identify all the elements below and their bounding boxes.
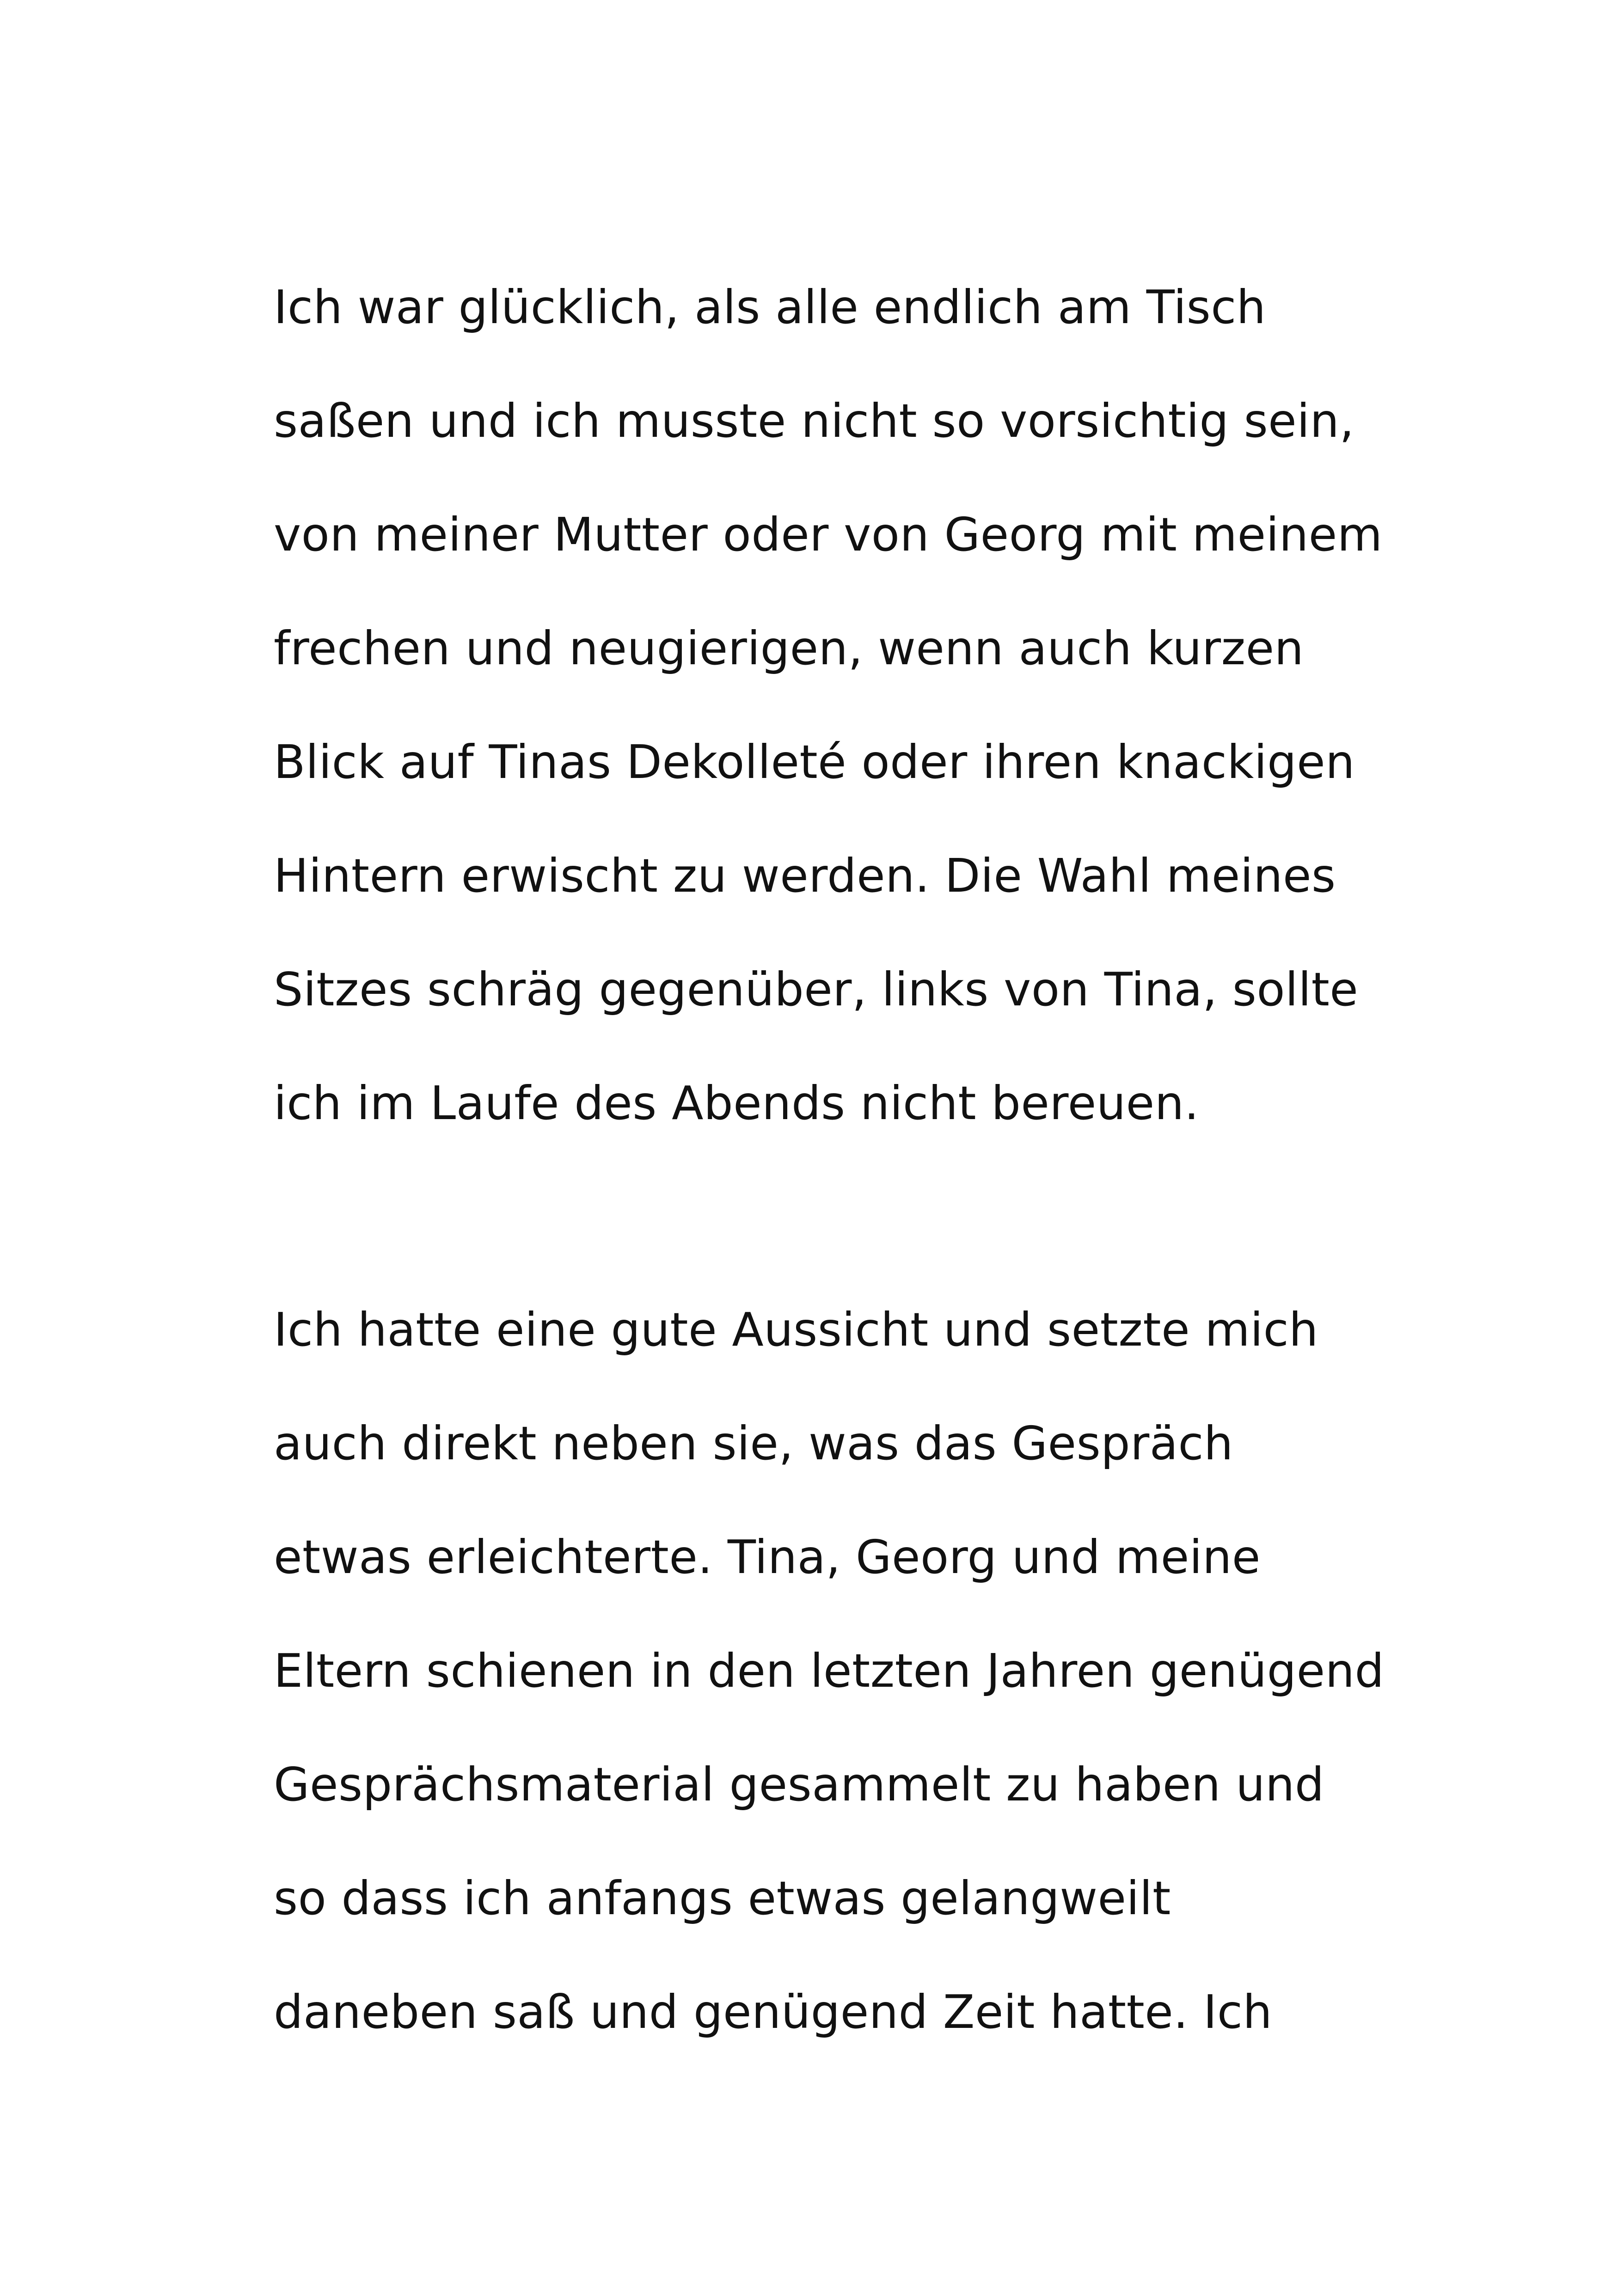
- text-line: Sitzes schräg gegenüber, links von Tina, sollte: [274, 962, 1359, 1016]
- text-line: so dass ich anfangs etwas gelangweilt: [274, 1871, 1171, 1925]
- text-line: Ich war glücklich, als alle endlich am Tisch: [274, 280, 1266, 334]
- text-line: Blick auf Tinas Dekolleté oder ihren knackigen: [274, 735, 1355, 789]
- text-line: Hintern erwischt zu werden. Die Wahl meines: [274, 849, 1336, 903]
- text-line: Ich hatte eine gute Aussicht und setzte mich: [274, 1303, 1318, 1357]
- text-line: auch direkt neben sie, was das Gespräch: [274, 1416, 1233, 1470]
- text-line: von meiner Mutter oder von Georg mit meinem: [274, 508, 1383, 562]
- text-line: ich im Laufe des Abends nicht bereuen.: [274, 1076, 1199, 1130]
- text-line: etwas erleichterte. Tina, Georg und meine: [274, 1530, 1261, 1584]
- text-line: daneben saß und genügend Zeit hatte. Ich: [274, 1985, 1273, 2039]
- text-line: Eltern schienen in den letzten Jahren genügend: [274, 1644, 1385, 1698]
- text-line: saßen und ich musste nicht so vorsichtig sein,: [274, 394, 1354, 448]
- text-line: frechen und neugierigen, wenn auch kurzen: [274, 621, 1304, 675]
- text-line: Gesprächsmaterial gesammelt zu haben und: [274, 1757, 1324, 1812]
- paragraph-2: [274, 1300, 1522, 2096]
- paragraph-1: [274, 277, 1522, 1187]
